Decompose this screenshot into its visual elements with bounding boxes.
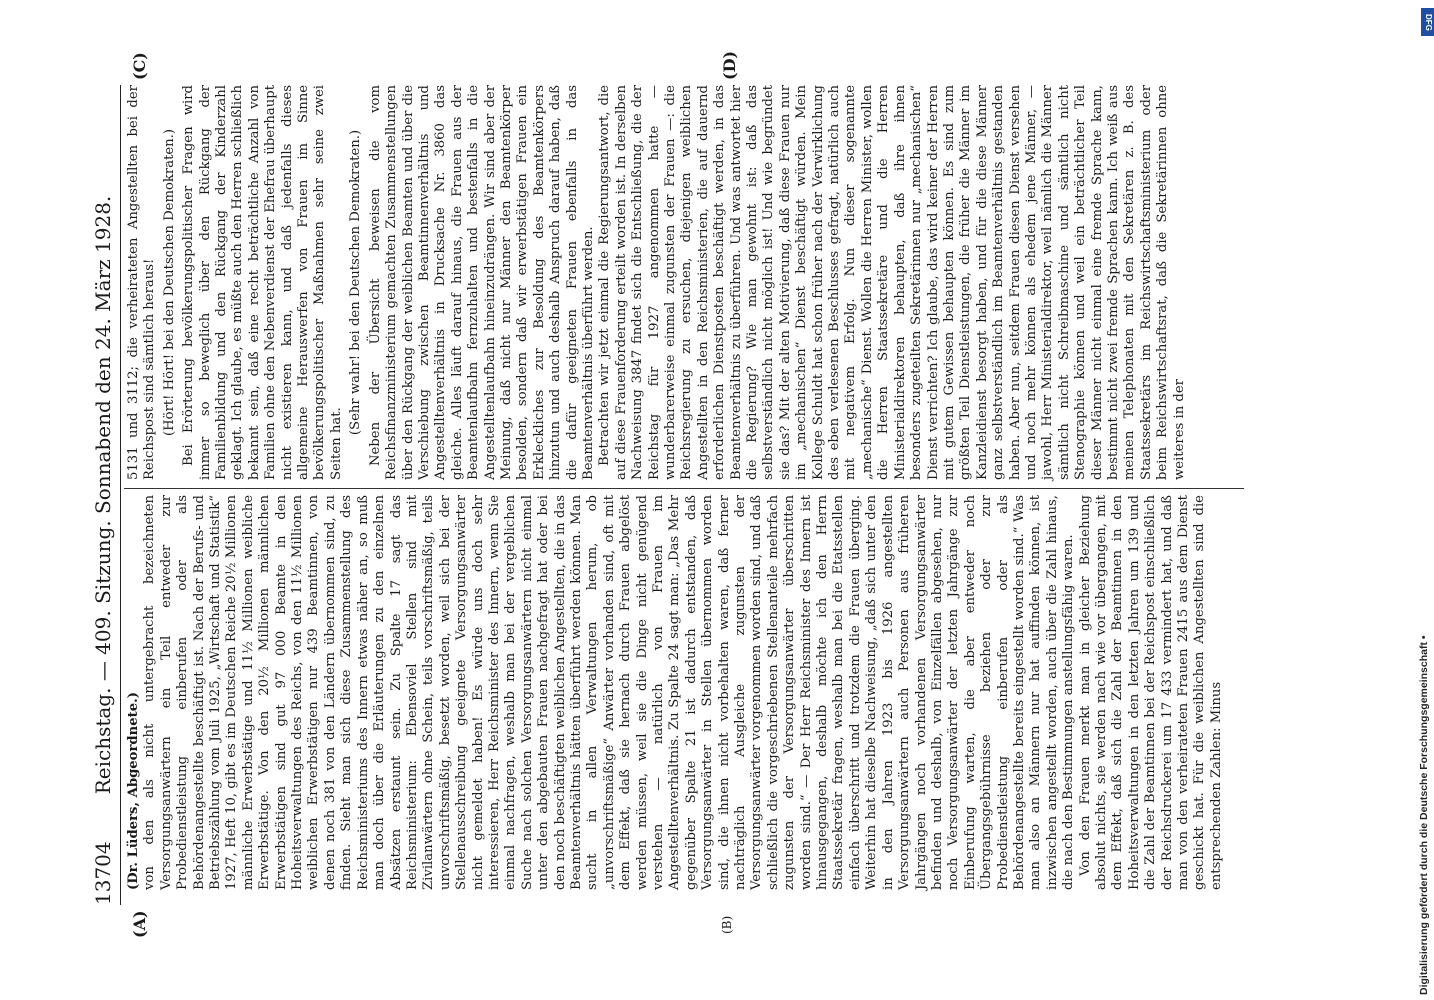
header-rule bbox=[120, 85, 121, 905]
paragraph: Neben der Übersicht beweisen die vom Reichsfinanzministerium gemachten Zusammenstellungen über den Rückgang der weiblichen Beamten und über die Verschiebung zwischen Beamtinnenverhältnis und Angestelltenverhältnis in Drucksache Nr. 3860 das gleiche. Alles läuft darauf hinaus, die Frauen aus der Beamtenlaufbahn fernzuhalten und bestenfalls in die Angestelltenlaufbahn hineinzudrängen. Wir sind aber der Meinung, daß nicht nur Männer den Beamtenkörper besolden, sondern daß wir erwerbstätigen Frauen ein Erkleckliches zur Besoldung des Beamtenkörpers hinzutun und auch deshalb Anspruch darauf haben, daß die dafür geeigneten Frauen ebenfalls in das Beamtenverhältnis überführt werden. bbox=[367, 85, 596, 480]
paragraph: Bei Erörterung bevölkerungspolitischer Fragen wird immer so beweglich über den Rückgang der Familienbildung und den Rückgang der Kinderzahl geklagt. Ich glaube, es müßte auch den Herren schließlich bekannt sein, daß eine recht beträchtliche Anzahl von Familien ohne den Nebenverdienst der Ehefrau überhaupt nicht existieren kann, und daß jedenfalls dieses allgemeine Herauswerfen von Frauen im Sinne bevölkerungspolitischer Maßnahmen sehr seine zwei Seiten hat. bbox=[181, 85, 344, 480]
page-header bbox=[88, 85, 118, 905]
page-number: 13704 bbox=[91, 841, 115, 905]
paragraph: von den als nicht untergebracht bezeichneten Versorgungsanwärtern ein Teil entweder zur Probedienstleistung einberufen oder als Behördenangestellte beschäftigt ist. Nach der Berufs- und Betriebszählung vom Juli 1925, „Wirtschaft und Statistik“ 1927, Heft 10, gibt es im Deutschen Reiche 20½ Millionen männliche Erwerbstätige und 11½ Millionen weibliche Erwerbstätige. Von den 20½ Millionen männlichen Erwerbstätigen sind gut 97 000 Beamte in den Hoheitsverwaltungen des Reichs, von den 11½ Millionen weiblichen Erwerbstätigen nur 439 Beamtinnen, von denen noch 381 von den Ländern übernommen sind, zu finden. Sieht man sich diese Zusammenstellung des Reichsministeriums des Innern etwas näher an, so muß man doch über die Erläuterungen zu den einzelnen Absätzen erstaunt sein. Zu Spalte 17 sagt das Reichsministerium: Ebensoviel Stellen sind mit Zivilanwärtern ohne Schein, teils vorschriftsmäßig, teils unvorschriftsmäßig, besetzt worden, weil sich bei der Stellenausschreibung geeignete Versorgungsanwärter nicht gemeldet haben! Es würde uns doch sehr interessieren, Herr Reichsminister des Innern, wenn Sie einmal nachfragen, weshalb man bei der vergeblichen Suche nach solchen Versorgungsanwärtern nicht einmal unter den abgebauten Frauen nachgefragt hat oder bei den noch beschäftigten weiblichen Angestellten, die in das Beamtenverhältnis hätten überführt werden können. Man sucht in allen Verwaltungen herum, ob „unvorschriftsmäßige“ Anwärter vorhanden sind, oft mit dem Effekt, daß sie hernach durch Frauen abgelöst werden müssen, weil sie die Dinge nicht genügend verstehen — natürlich von Frauen im Angestelltenverhältnis. Zu Spalte 24 sagt man: „Das Mehr gegenüber Spalte 21 ist dadurch entstanden, daß Versorgungsanwärter in Stellen übernommen worden sind, die ihnen nicht vorbehalten waren, daß ferner nachträglich Ausgleiche zugunsten der Versorgungsanwärter vorgenommen worden sind, und daß schließlich die vorgeschriebenen Stellenanteile mehrfach zugunsten der Versorgungsanwärter überschritten worden sind.“ — Der Herr Reichsminister des Innern ist hinausgegangen, deshalb möchte ich den Herrn Staatssekretär fragen, weshalb man bei die Etatsstellen einfach überschritt und trotzdem die Frauen überging. Weiterhin hat dieselbe Nachweisung, „daß sich unter den in den Jahren 1923 bis 1926 angestellten Versorgungsanwärtern auch Personen aus früheren Jahrgängen noch vorhandenen Versorgungsanwärter befinden und deshalb, von Einzelfällen abgesehen, nur noch Versorgungsanwärter der letzten Jahrgänge zur Einberufung warten, die aber entweder noch Übergangsgebührnisse beziehen oder zur Probedienstleistung einberufen oder als Behördenangestellte bereits eingestellt worden sind.“ Was man also an Männern nur hat auffinden können, ist inzwischen angestellt worden, auch über die Zahl hinaus, die nach den Bestimmungen anstellungsfähig waren. bbox=[142, 495, 1077, 890]
margin-mark-a: (A) bbox=[130, 910, 149, 938]
speaker-attribution: (Dr. Lüders, Abgeordnete.) bbox=[126, 692, 141, 890]
margin-mark-d: (D) bbox=[720, 50, 739, 80]
interjection: (Sehr wahr! bei den Deutschen Demokraten.) bbox=[348, 129, 364, 436]
paragraph: Betrachten wir jetzt einmal die Regierungsantwort, die auf diese Frauenforderung erteilt worden ist. In derselben Nachweisung 3847 findet sich die Entschließung, die der Reichstag für 1927 angenommen hatte — wunderbarerweise einmal zugunsten der Frauen —: die Reichsregierung zu ersuchen, diejenigen weiblichen Angestellten in den Reichsministerien, die auf dauernd erforderlichen Dienstposten beschäftigt werden, in das Beamtenverhältnis zu überführen. Und was antwortet hier die Regierung? Wie man gewohnt ist: daß das selbstverständlich nicht möglich ist! Und wie begründet sie das? Mit der alten Motivierung, daß diese Frauen nur im „mechanischen“ Dienst beschäftigt würden. Mein Kollege Schuldt hat schon früher nach der Verwirklichung des eben verlesenen Beschlusses gefragt, natürlich auch mit negativem Erfolg. Nun dieser sogenannte „mechanische“ Dienst. Wollen die Herren Minister, wollen die Herren Staatssekretäre und die Herren Ministerialdirektoren behaupten, daß ihre ihnen besonders zugeteilten Sekretärinnen nur „mechanischen“ Dienst verrichten? Ich glaube, das wird keiner der Herren mit gutem Gewissen behaupten können. Es sind zum größten Teil Dienstleistungen, die früher die Männer im Kanzleidienst besorgt haben, und für die diese Männer ganz selbstverständlich im Beamtenverhältnis gestanden haben. Aber nun, seitdem Frauen diesen Dienst versehen und noch mehr können als ehedem jene Männer, — jawohl, Herr Ministerialdirektor, weil nämlich die Männer sämtlich nicht Schreibmaschine und sämtlich nicht Stenographie können und weil ein beträchtlicher Teil dieser Männer nicht einmal eine fremde Sprache kann, bestimmt nicht zwei fremde Sprachen kann. Ich weiß aus meinen Telephonaten mit den Sekretären z. B. des Staatssekretärs im Reichswirtschaftsministerium oder beim Reichswirtschaftsrat, daß die Sekretärinnen ohne weiteres in der bbox=[597, 85, 1187, 480]
interjection: (Hört! Hört! bei den Deutschen Demokraten.) bbox=[161, 128, 177, 437]
right-text-column bbox=[126, 85, 1188, 480]
margin-mark-b: (B) bbox=[720, 915, 734, 934]
running-title: Reichstag. — 409. Sitzung. Sonnabend den 24. März 1928. bbox=[91, 195, 115, 795]
paragraph: Von den Frauen merkt man in gleicher Beziehung absolut nichts, sie werden nach wie vor übergangen, mit dem Effekt, daß sich die Zahl der Beamtinnen in den Hoheitsverwaltungen in den letzten Jahren um 139 und die Zahl der Beamtinnen bei der Reichspost einschließlich der Reichsdruckerei um 17 433 vermindert hat, und daß man von den verheirateten Frauen 2415 aus dem Dienst geschickt hat. Für die weiblichen Angestellten sind die entsprechenden Zahlen: Minus bbox=[1077, 495, 1224, 890]
digitization-imprint: Digitalisierung gefördert durch die Deutsche Forschungsgemeinschaft • bbox=[1418, 635, 1430, 995]
column-divider bbox=[124, 488, 1244, 489]
dfg-logo: DFG bbox=[1421, 8, 1434, 36]
left-text-column bbox=[126, 495, 1225, 890]
paragraph: 5131 und 3112; die verheirateten Angestellten bei der Reichspost sind sämtlich heraus! bbox=[126, 85, 158, 480]
margin-mark-c: (C) bbox=[130, 52, 149, 80]
